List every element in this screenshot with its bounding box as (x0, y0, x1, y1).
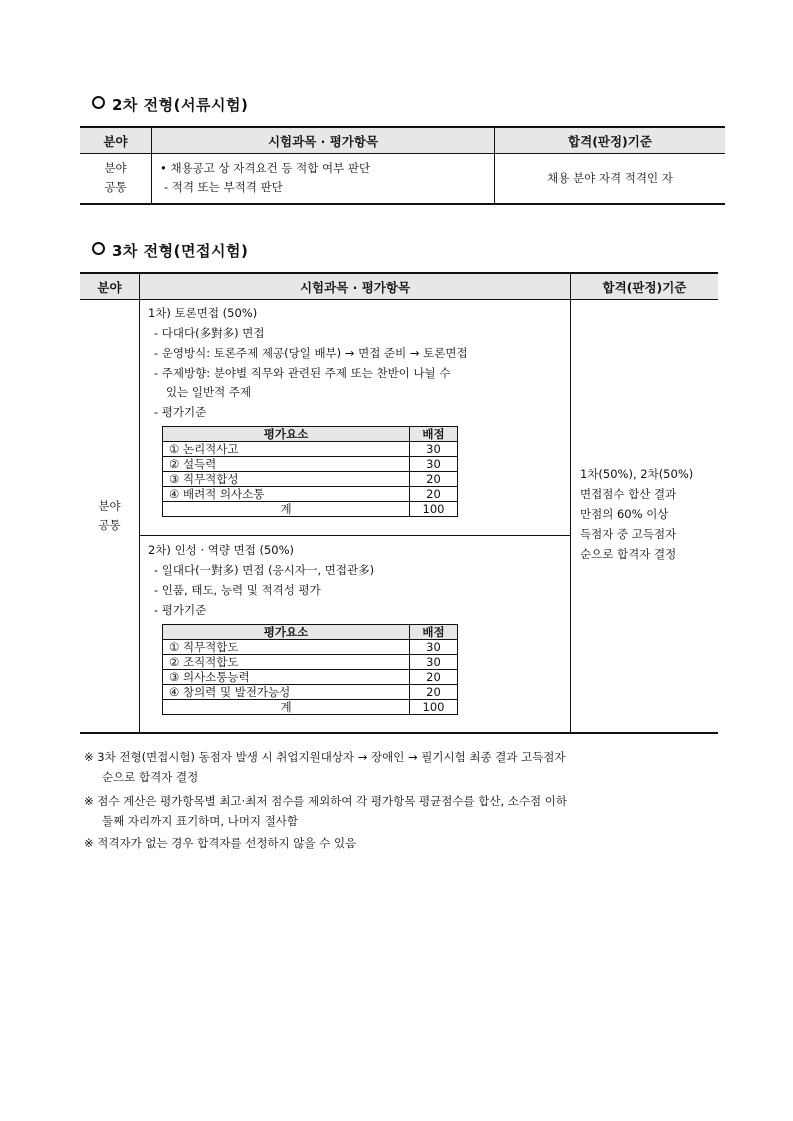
col-header-score: 배점 (410, 625, 458, 640)
criteria-line: 득점자 중 고득점자 (580, 527, 677, 541)
table-row: ③ 직무적합성 20 (163, 472, 458, 487)
table-row: ② 조직적합도 30 (163, 655, 458, 670)
part1-cell (140, 300, 571, 536)
header-field: 분야 (80, 273, 140, 300)
table-row: ① 직무적합도 30 (163, 640, 458, 655)
note-line: ※ 적격자가 없는 경우 합격자를 선정하지 않을 수 있음 (84, 836, 357, 850)
section2-table (80, 126, 725, 205)
section3-heading: 3차 전형(면접시험) (92, 240, 248, 261)
part2-score-table (162, 624, 458, 715)
field-cell: 분야 공통 (80, 154, 152, 204)
item-line: • 채용공고 상 자격요건 등 적합 여부 판단 (160, 161, 371, 176)
col-header-item: 평가요소 (163, 625, 410, 640)
part1-line: - 평가기준 (154, 405, 207, 419)
part2-title: 2차) 인성 · 역량 면접 (50%) (148, 543, 295, 557)
table-row: ④ 창의력 및 발전가능성 20 (163, 685, 458, 700)
note-line: 순으로 합격자 결정 (102, 770, 199, 784)
criteria-line: 순으로 합격자 결정 (580, 547, 677, 561)
col-header-item: 평가요소 (163, 427, 410, 442)
part2-line: - 인품, 태도, 능력 및 적격성 평가 (154, 583, 321, 597)
criteria-line: 만점의 60% 이상 (580, 507, 669, 521)
total-row: 계 100 (163, 502, 458, 517)
section2-heading: 2차 전형(서류시험) (92, 94, 248, 115)
part1-line: - 운영방식: 토론주제 제공(당일 배부) → 면접 준비 → 토론면접 (154, 346, 468, 360)
part2-line: - 평가기준 (154, 603, 207, 617)
table-row: ① 논리적사고 30 (163, 442, 458, 457)
total-row: 계 100 (163, 700, 458, 715)
note-line: ※ 3차 전형(면접시험) 동점자 발생 시 취업지원대상자 → 장애인 → 필기시험 최종 결과 고득점자 (84, 750, 566, 764)
table-row: ③ 의사소통능력 20 (163, 670, 458, 685)
part2-line: - 일대다(一對多) 면접 (응시자一, 면접관多) (154, 563, 375, 577)
field-cell: 분야 공통 (80, 300, 140, 734)
header-criteria: 합격(판정)기준 (495, 127, 726, 154)
note-line: ※ 점수 계산은 평가항목별 최고·최저 점수를 제외하여 각 평가항목 평균점수를 합산, 소수점 이하 (84, 794, 567, 808)
circle-bullet-icon (92, 242, 105, 255)
part2-cell (140, 536, 571, 734)
header-criteria: 합격(판정)기준 (571, 273, 719, 300)
part1-line: - 다대다(多對多) 면접 (154, 326, 265, 340)
criteria-line: 1차(50%), 2차(50%) (580, 467, 694, 481)
table-row: ② 설득력 30 (163, 457, 458, 472)
part1-score-table (162, 426, 458, 517)
table-row: ④ 배려적 의사소통 20 (163, 487, 458, 502)
header-items: 시험과목 · 평가항목 (140, 273, 571, 300)
col-header-score: 배점 (410, 427, 458, 442)
item-line: - 적격 또는 부적격 판단 (164, 180, 283, 195)
note-line: 둘째 자리까지 표기하며, 나머지 절사함 (102, 814, 299, 828)
header-field: 분야 (80, 127, 152, 154)
criteria-line: 면접점수 합산 결과 (580, 487, 677, 501)
criteria-cell: 채용 분야 자격 적격인 자 (495, 154, 726, 204)
section3-table (80, 272, 718, 734)
items-cell (152, 154, 495, 204)
part1-line: - 주제방향: 분야별 직무와 관련된 주제 또는 찬반이 나뉠 수 (154, 366, 451, 380)
part1-line: 있는 일반적 주제 (166, 385, 252, 399)
criteria-cell (571, 300, 719, 734)
header-items: 시험과목 · 평가항목 (152, 127, 495, 154)
part1-title: 1차) 토론면접 (50%) (148, 306, 258, 320)
circle-bullet-icon (92, 96, 105, 109)
